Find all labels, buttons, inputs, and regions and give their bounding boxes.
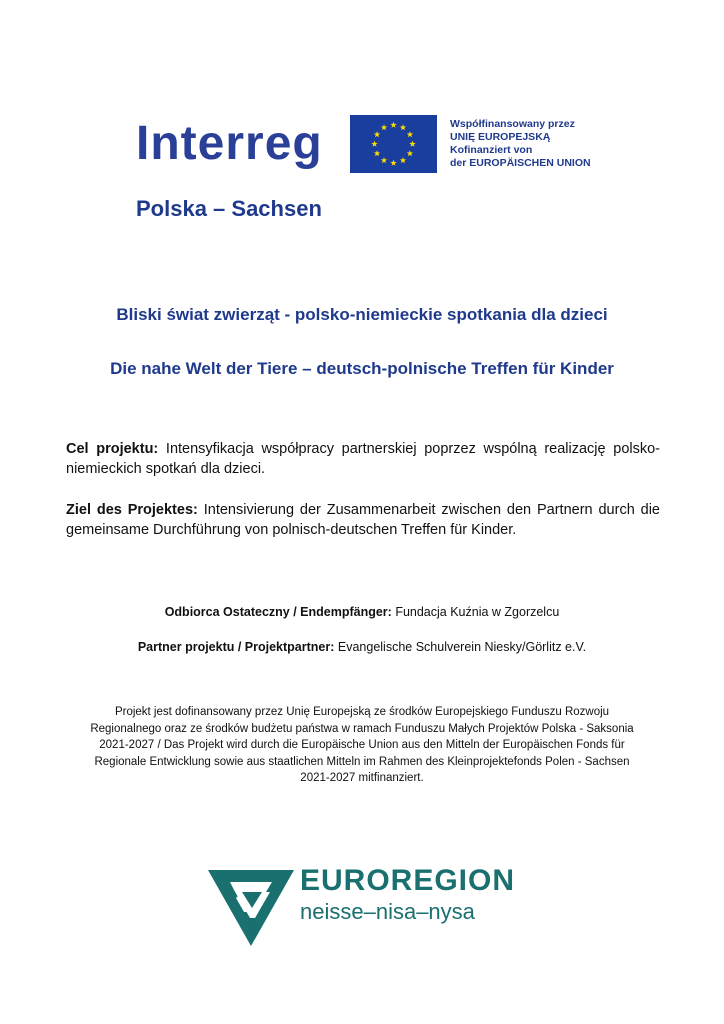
interreg-logo: Interreg	[136, 117, 323, 170]
eu-cofinanced-pl-line2: UNIĘ EUROPEJSKĄ	[450, 131, 551, 143]
project-title-pl: Bliski świat zwierząt - polsko-niemieckie spotkania dla dzieci	[116, 305, 608, 324]
funding-note: Projekt jest dofinansowany przez Unię Europejską ze środków Europejskiego Funduszu Rozwoju Regionalnego oraz ze środków budżetu państwa w ramach Funduszu Małych Projektów Polska - Saksonia 2021-2027 / Das Projekt wird durch die Europäische Union aus den Mitteln der Europäischen Fonds für Regionale Entwicklung sowie aus staatlichen Mitteln im Rahmen des Kleinprojektefonds Polen - Sachsen 2021-2027 mitfinanziert.	[90, 706, 634, 784]
goal-text-pl: Intensyfikacja współpracy partnerskiej poprzez wspólną realizację polsko-niemieckich spotkań dla dzieci.	[66, 441, 661, 477]
program-name: Polska – Sachsen	[136, 196, 322, 221]
recipient-line	[0, 605, 724, 619]
project-title-de: Die nahe Welt der Tiere – deutsch-polnische Treffen für Kinder	[110, 359, 614, 378]
euroregion-subtitle: neisse–nisa–nysa	[300, 899, 475, 924]
project-goal-de	[66, 500, 660, 540]
eu-cofinanced-de-line2: der EUROPÄISCHEN UNION	[450, 157, 591, 169]
partner-value: Evangelische Schulverein Niesky/Görlitz e.V.	[334, 640, 587, 654]
euroregion-mark-icon	[208, 868, 294, 946]
eu-cofinanced-pl-line1: Współfinansowany przez	[450, 118, 575, 130]
goal-label-de: Ziel des Projektes:	[66, 502, 198, 518]
euroregion-wordmark: EUROREGION	[300, 864, 516, 897]
goal-label-pl: Cel projektu:	[66, 441, 159, 457]
partner-line	[0, 640, 724, 654]
eu-flag-icon	[350, 115, 437, 173]
goal-text-de: Intensivierung der Zusammenarbeit zwischen den Partnern durch die gemeinsame Durchführung von polnisch-deutschen Treffen für Kinder.	[66, 502, 660, 538]
recipient-value: Fundacja Kuźnia w Zgorzelcu	[391, 605, 560, 619]
project-goal-pl	[66, 439, 660, 479]
eu-cofinancing-text	[450, 118, 650, 170]
recipient-label: Odbiorca Ostateczny / Endempfänger:	[164, 605, 392, 619]
eu-cofinanced-de-line1: Kofinanziert von	[450, 144, 533, 156]
partner-label: Partner projektu / Projektpartner:	[137, 640, 335, 654]
